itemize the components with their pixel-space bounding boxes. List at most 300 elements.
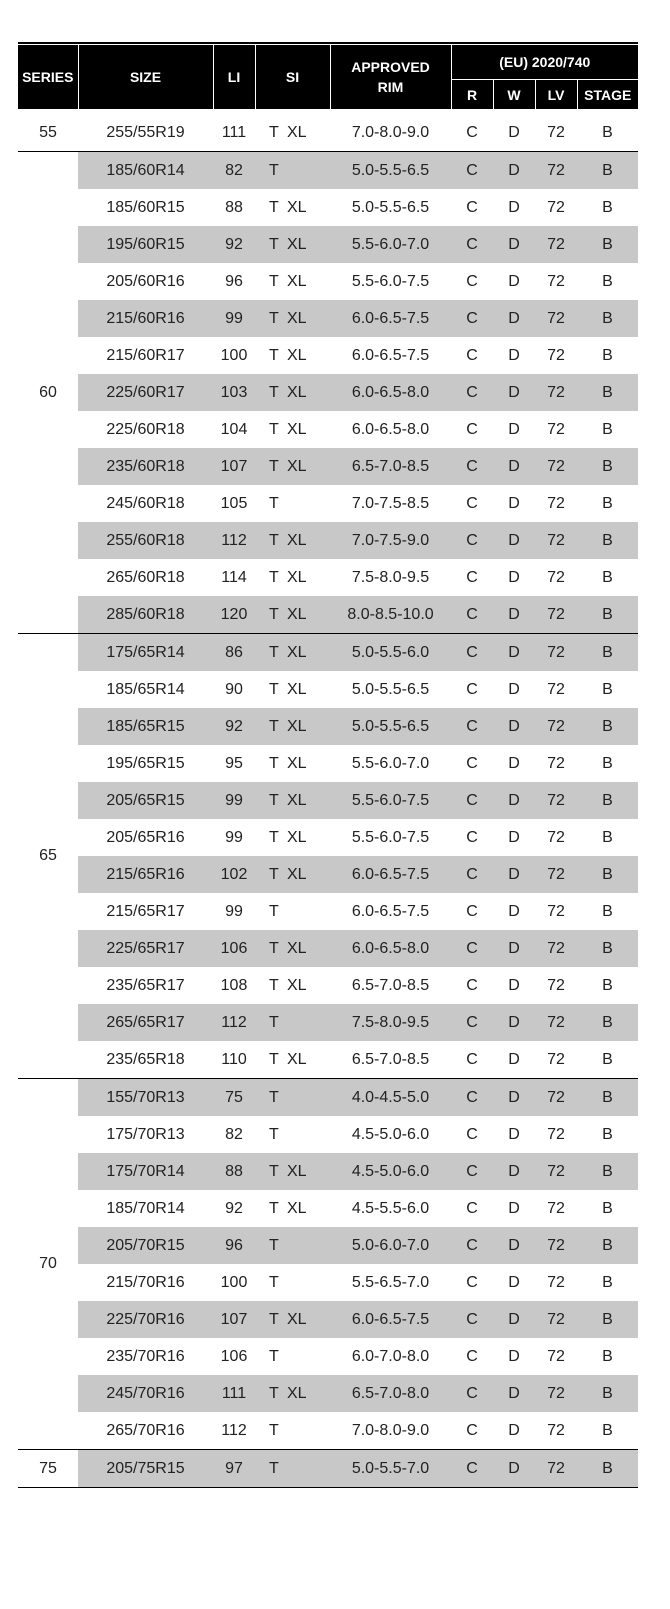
si2-cell: XL xyxy=(287,448,330,485)
stage-cell: B xyxy=(602,1199,613,1217)
w-cell: D xyxy=(508,346,520,364)
table-row xyxy=(18,1153,638,1190)
table-row xyxy=(18,819,638,856)
si2-cell: XL xyxy=(287,782,330,819)
w-cell: D xyxy=(493,634,535,672)
r-cell: C xyxy=(451,708,493,745)
size-cell: 185/65R15 xyxy=(78,708,213,745)
size-cell: 195/65R15 xyxy=(106,754,185,772)
r-cell: C xyxy=(466,1199,478,1217)
table-row xyxy=(18,1079,638,1117)
table-row xyxy=(18,485,638,522)
lv-cell: 72 xyxy=(547,272,565,290)
si1-cell: T xyxy=(269,1273,279,1291)
header-size: SIZE xyxy=(78,45,213,109)
w-cell: D xyxy=(493,782,535,819)
si2-cell: XL xyxy=(287,1153,330,1190)
si1-cell: T xyxy=(255,596,287,634)
table-row xyxy=(18,522,638,559)
si2-cell: XL xyxy=(287,1375,330,1412)
li-cell: 92 xyxy=(213,226,255,263)
si2-cell: XL xyxy=(287,1050,307,1068)
si1-cell: T xyxy=(255,930,287,967)
rim-cell: 4.5-5.5-6.0 xyxy=(351,1199,430,1217)
si1-cell: T xyxy=(269,1347,279,1365)
rim-cell: 6.5-7.0-8.5 xyxy=(330,448,451,485)
size-cell: 265/70R16 xyxy=(106,1421,185,1439)
size-cell: 235/65R18 xyxy=(106,1050,185,1068)
li-cell: 103 xyxy=(213,374,255,411)
w-cell: D xyxy=(493,856,535,893)
li-cell: 99 xyxy=(213,300,255,337)
li-cell: 95 xyxy=(225,754,243,772)
w-cell: D xyxy=(493,930,535,967)
li-cell: 112 xyxy=(213,1004,255,1041)
r-cell: C xyxy=(466,902,478,920)
stage-cell: B xyxy=(602,494,613,512)
table-row xyxy=(18,263,638,300)
si2-cell xyxy=(287,1116,330,1153)
li-cell: 102 xyxy=(213,856,255,893)
stage-cell: B xyxy=(577,522,638,559)
w-cell: D xyxy=(493,300,535,337)
si2-cell: XL xyxy=(287,420,307,438)
stage-cell: B xyxy=(577,856,638,893)
lv-cell: 72 xyxy=(547,754,565,772)
table-row xyxy=(18,1116,638,1153)
si1-cell: T xyxy=(269,754,279,772)
lv-cell: 72 xyxy=(547,123,565,141)
size-cell: 195/60R15 xyxy=(78,226,213,263)
si2-cell: XL xyxy=(287,708,330,745)
lv-cell: 72 xyxy=(547,420,565,438)
table-row xyxy=(18,337,638,374)
lv-cell: 72 xyxy=(547,1199,565,1217)
r-cell: C xyxy=(451,634,493,672)
size-cell: 225/70R16 xyxy=(78,1301,213,1338)
lv-cell: 72 xyxy=(535,596,577,634)
rim-cell: 5.5-6.0-7.5 xyxy=(351,828,430,846)
header-r: R xyxy=(451,80,493,110)
lv-cell: 72 xyxy=(535,1079,577,1117)
table-row xyxy=(18,189,638,226)
si2-cell xyxy=(287,485,330,522)
stage-cell: B xyxy=(577,300,638,337)
si2-cell xyxy=(287,893,330,930)
si2-cell: XL xyxy=(287,522,330,559)
lv-cell: 72 xyxy=(535,1450,577,1488)
rim-cell: 7.5-8.0-9.5 xyxy=(351,568,430,586)
size-cell: 185/60R14 xyxy=(78,152,213,190)
table-row xyxy=(18,1301,638,1338)
si2-cell: XL xyxy=(287,856,330,893)
size-cell: 265/60R18 xyxy=(106,568,185,586)
size-cell: 205/70R15 xyxy=(78,1227,213,1264)
lv-cell: 72 xyxy=(535,1375,577,1412)
lv-cell: 72 xyxy=(535,300,577,337)
si1-cell: T xyxy=(269,198,279,216)
w-cell: D xyxy=(493,374,535,411)
si1-cell: T xyxy=(255,856,287,893)
si2-cell xyxy=(287,152,330,190)
w-cell: D xyxy=(508,680,520,698)
size-cell: 175/70R13 xyxy=(106,1125,185,1143)
rim-cell: 4.5-5.0-6.0 xyxy=(351,1125,430,1143)
lv-cell: 72 xyxy=(547,680,565,698)
li-cell: 99 xyxy=(225,902,243,920)
si2-cell: XL xyxy=(287,634,330,672)
si2-cell xyxy=(287,1079,330,1117)
r-cell: C xyxy=(466,123,478,141)
stage-cell: B xyxy=(602,902,613,920)
table-row xyxy=(18,1227,638,1264)
rim-cell: 6.0-6.5-7.5 xyxy=(330,1301,451,1338)
r-cell: C xyxy=(466,272,478,290)
si1-cell: T xyxy=(269,902,279,920)
r-cell: C xyxy=(451,782,493,819)
r-cell: C xyxy=(466,494,478,512)
table-row xyxy=(18,1041,638,1079)
li-cell: 96 xyxy=(213,1227,255,1264)
si2-cell: XL xyxy=(287,374,330,411)
li-cell: 75 xyxy=(213,1079,255,1117)
size-cell: 205/75R15 xyxy=(78,1450,213,1488)
stage-cell: B xyxy=(577,782,638,819)
r-cell: C xyxy=(451,1004,493,1041)
si1-cell: T xyxy=(269,680,279,698)
stage-cell: B xyxy=(602,754,613,772)
r-cell: C xyxy=(451,152,493,190)
lv-cell: 72 xyxy=(535,1301,577,1338)
rim-cell: 6.0-6.5-7.5 xyxy=(351,346,430,364)
rim-cell: 7.0-8.0-9.0 xyxy=(351,1421,430,1439)
si2-cell: XL xyxy=(287,198,307,216)
si1-cell: T xyxy=(255,1004,287,1041)
lv-cell: 72 xyxy=(535,930,577,967)
size-cell: 175/65R14 xyxy=(78,634,213,672)
w-cell: D xyxy=(493,1004,535,1041)
rim-cell: 5.0-5.5-6.5 xyxy=(330,152,451,190)
r-cell: C xyxy=(451,1301,493,1338)
si1-cell: T xyxy=(255,374,287,411)
stage-cell: B xyxy=(577,596,638,634)
si1-cell: T xyxy=(255,634,287,672)
table-row xyxy=(18,1412,638,1450)
w-cell: D xyxy=(493,1227,535,1264)
lv-cell: 72 xyxy=(547,976,565,994)
w-cell: D xyxy=(493,1079,535,1117)
rim-cell: 5.5-6.5-7.0 xyxy=(351,1273,430,1291)
lv-cell: 72 xyxy=(547,346,565,364)
r-cell: C xyxy=(466,680,478,698)
stage-cell: B xyxy=(602,346,613,364)
size-cell: 265/65R17 xyxy=(78,1004,213,1041)
si2-cell: XL xyxy=(287,596,330,634)
w-cell: D xyxy=(508,1273,520,1291)
si1-cell: T xyxy=(255,226,287,263)
table-row xyxy=(18,448,638,485)
w-cell: D xyxy=(493,448,535,485)
r-cell: C xyxy=(466,976,478,994)
series-cell: 65 xyxy=(18,634,78,1079)
w-cell: D xyxy=(508,1125,520,1143)
rim-cell: 5.0-5.5-6.5 xyxy=(351,198,430,216)
w-cell: D xyxy=(508,494,520,512)
si1-cell: T xyxy=(269,420,279,438)
lv-cell: 72 xyxy=(535,708,577,745)
w-cell: D xyxy=(493,1301,535,1338)
rim-cell: 6.5-7.0-8.0 xyxy=(330,1375,451,1412)
r-cell: C xyxy=(451,856,493,893)
si2-cell: XL xyxy=(287,828,307,846)
rim-cell: 7.0-8.0-9.0 xyxy=(351,123,430,141)
si2-cell xyxy=(287,1227,330,1264)
rim-cell: 7.0-7.5-8.5 xyxy=(351,494,430,512)
stage-cell: B xyxy=(602,1050,613,1068)
size-cell: 235/65R17 xyxy=(106,976,185,994)
si1-cell: T xyxy=(269,976,279,994)
si1-cell: T xyxy=(269,1050,279,1068)
si1-cell: T xyxy=(255,782,287,819)
si2-cell xyxy=(287,1412,330,1450)
size-cell: 175/70R14 xyxy=(78,1153,213,1190)
lv-cell: 72 xyxy=(535,856,577,893)
r-cell: C xyxy=(451,1079,493,1117)
lv-cell: 72 xyxy=(547,1125,565,1143)
rim-cell: 6.5-7.0-8.5 xyxy=(351,1050,430,1068)
table-row xyxy=(18,671,638,708)
size-cell: 225/60R17 xyxy=(78,374,213,411)
stage-cell: B xyxy=(602,420,613,438)
stage-cell: B xyxy=(602,828,613,846)
size-cell: 235/70R16 xyxy=(106,1347,185,1365)
li-cell: 112 xyxy=(213,522,255,559)
w-cell: D xyxy=(493,226,535,263)
stage-cell: B xyxy=(602,680,613,698)
rim-cell: 6.0-6.5-8.0 xyxy=(330,930,451,967)
r-cell: C xyxy=(466,828,478,846)
rim-cell: 5.5-6.0-7.0 xyxy=(351,754,430,772)
size-cell: 225/65R17 xyxy=(78,930,213,967)
header-approved-rim xyxy=(330,45,451,109)
r-cell: C xyxy=(451,1153,493,1190)
table-row xyxy=(18,596,638,634)
rim-cell: 6.0-6.5-8.0 xyxy=(351,420,430,438)
stage-cell: B xyxy=(602,1421,613,1439)
table-row xyxy=(18,967,638,1004)
table-body xyxy=(18,109,638,1488)
si1-cell: T xyxy=(255,300,287,337)
stage-cell: B xyxy=(602,198,613,216)
table-row xyxy=(18,856,638,893)
li-cell: 86 xyxy=(213,634,255,672)
si1-cell: T xyxy=(255,1301,287,1338)
w-cell: D xyxy=(508,828,520,846)
li-cell: 111 xyxy=(221,123,247,141)
w-cell: D xyxy=(493,1153,535,1190)
si1-cell: T xyxy=(269,1421,279,1439)
r-cell: C xyxy=(451,226,493,263)
lv-cell: 72 xyxy=(547,494,565,512)
header-rim-line2: RIM xyxy=(377,79,404,95)
r-cell: C xyxy=(466,754,478,772)
lv-cell: 72 xyxy=(535,152,577,190)
si2-cell xyxy=(287,1338,330,1375)
w-cell: D xyxy=(493,596,535,634)
table-row xyxy=(18,782,638,819)
li-cell: 82 xyxy=(213,152,255,190)
w-cell: D xyxy=(493,1375,535,1412)
r-cell: C xyxy=(451,1375,493,1412)
w-cell: D xyxy=(493,152,535,190)
w-cell: D xyxy=(508,420,520,438)
header-si: SI xyxy=(255,45,330,109)
w-cell: D xyxy=(508,754,520,772)
rim-cell: 6.5-7.0-8.5 xyxy=(351,976,430,994)
w-cell: D xyxy=(493,522,535,559)
table-row xyxy=(18,300,638,337)
size-cell: 215/65R16 xyxy=(78,856,213,893)
table-row xyxy=(18,226,638,263)
li-cell: 88 xyxy=(213,1153,255,1190)
rim-cell: 8.0-8.5-10.0 xyxy=(330,596,451,634)
r-cell: C xyxy=(466,1273,478,1291)
series-cell: 60 xyxy=(18,152,78,634)
size-cell: 185/70R14 xyxy=(106,1199,185,1217)
header-series: SERIES xyxy=(18,45,78,109)
rim-cell: 5.0-6.0-7.0 xyxy=(330,1227,451,1264)
r-cell: C xyxy=(451,448,493,485)
lv-cell: 72 xyxy=(535,522,577,559)
rim-cell: 6.0-6.5-8.0 xyxy=(330,374,451,411)
li-cell: 100 xyxy=(220,1273,248,1291)
lv-cell: 72 xyxy=(547,828,565,846)
si2-cell: XL xyxy=(287,680,307,698)
stage-cell: B xyxy=(577,448,638,485)
header-top-rule xyxy=(18,42,638,44)
si1-cell: T xyxy=(255,1375,287,1412)
lv-cell: 72 xyxy=(547,1347,565,1365)
si2-cell: XL xyxy=(287,300,330,337)
w-cell: D xyxy=(508,1050,520,1068)
li-cell: 99 xyxy=(225,828,243,846)
si2-cell: XL xyxy=(287,930,330,967)
si2-cell xyxy=(287,1450,330,1488)
size-cell: 245/60R18 xyxy=(106,494,185,512)
w-cell: D xyxy=(508,976,520,994)
stage-cell: B xyxy=(602,568,613,586)
size-cell: 215/70R16 xyxy=(106,1273,185,1291)
si2-cell: XL xyxy=(287,226,330,263)
si1-cell: T xyxy=(255,448,287,485)
li-cell: 107 xyxy=(213,448,255,485)
si2-cell: XL xyxy=(287,1199,307,1217)
rim-cell: 4.0-4.5-5.0 xyxy=(330,1079,451,1117)
r-cell: C xyxy=(451,300,493,337)
header-li: LI xyxy=(213,45,255,109)
size-cell: 185/65R14 xyxy=(106,680,185,698)
si1-cell: T xyxy=(255,1227,287,1264)
tyre-size-table xyxy=(18,45,638,1488)
w-cell: D xyxy=(508,1347,520,1365)
table-row xyxy=(18,634,638,672)
li-cell: 114 xyxy=(221,568,247,586)
stage-cell: B xyxy=(602,1273,613,1291)
si2-cell: XL xyxy=(287,754,307,772)
table-header xyxy=(18,45,638,109)
si2-cell: XL xyxy=(287,1301,330,1338)
r-cell: C xyxy=(466,1421,478,1439)
size-cell: 235/60R18 xyxy=(78,448,213,485)
si1-cell: T xyxy=(269,346,279,364)
li-cell: 92 xyxy=(213,708,255,745)
rim-cell: 6.0-6.5-7.5 xyxy=(330,856,451,893)
size-cell: 255/55R19 xyxy=(106,123,185,141)
li-cell: 107 xyxy=(213,1301,255,1338)
rim-cell: 6.0-6.5-7.5 xyxy=(330,300,451,337)
si2-cell: XL xyxy=(287,976,307,994)
rim-cell: 7.0-7.5-9.0 xyxy=(330,522,451,559)
li-cell: 106 xyxy=(213,930,255,967)
table-row xyxy=(18,708,638,745)
stage-cell: B xyxy=(577,1153,638,1190)
rim-cell: 5.0-5.5-6.5 xyxy=(330,708,451,745)
lv-cell: 72 xyxy=(547,1421,565,1439)
rim-cell: 7.5-8.0-9.5 xyxy=(330,1004,451,1041)
w-cell: D xyxy=(508,272,520,290)
lv-cell: 72 xyxy=(547,198,565,216)
stage-cell: B xyxy=(577,1375,638,1412)
li-cell: 97 xyxy=(213,1450,255,1488)
si1-cell: T xyxy=(269,1125,279,1143)
r-cell: C xyxy=(451,522,493,559)
rim-cell: 5.5-6.0-7.5 xyxy=(351,272,430,290)
si1-cell: T xyxy=(255,1079,287,1117)
table-row xyxy=(18,1004,638,1041)
table-row xyxy=(18,1190,638,1227)
stage-cell: B xyxy=(602,272,613,290)
lv-cell: 72 xyxy=(547,1050,565,1068)
table-row xyxy=(18,374,638,411)
r-cell: C xyxy=(451,930,493,967)
size-cell: 205/60R16 xyxy=(106,272,185,290)
si1-cell: T xyxy=(255,1153,287,1190)
table-row xyxy=(18,152,638,190)
stage-cell: B xyxy=(577,1227,638,1264)
si2-cell: XL xyxy=(287,272,307,290)
li-cell: 106 xyxy=(220,1347,248,1365)
header-eu-regulation: (EU) 2020/740 xyxy=(451,45,638,80)
r-cell: C xyxy=(466,568,478,586)
si1-cell: T xyxy=(255,152,287,190)
li-cell: 88 xyxy=(225,198,243,216)
table-row xyxy=(18,411,638,448)
si2-cell: XL xyxy=(287,123,307,141)
stage-cell: B xyxy=(602,1347,613,1365)
si1-cell: T xyxy=(255,708,287,745)
si2-cell xyxy=(287,1004,330,1041)
w-cell: D xyxy=(508,1421,520,1439)
lv-cell: 72 xyxy=(535,374,577,411)
li-cell: 112 xyxy=(221,1421,247,1439)
size-cell: 215/65R17 xyxy=(106,902,185,920)
stage-cell: B xyxy=(602,1125,613,1143)
series-cell: 70 xyxy=(18,1079,78,1450)
table-row xyxy=(18,745,638,782)
lv-cell: 72 xyxy=(535,226,577,263)
si1-cell: T xyxy=(255,522,287,559)
lv-cell: 72 xyxy=(535,448,577,485)
